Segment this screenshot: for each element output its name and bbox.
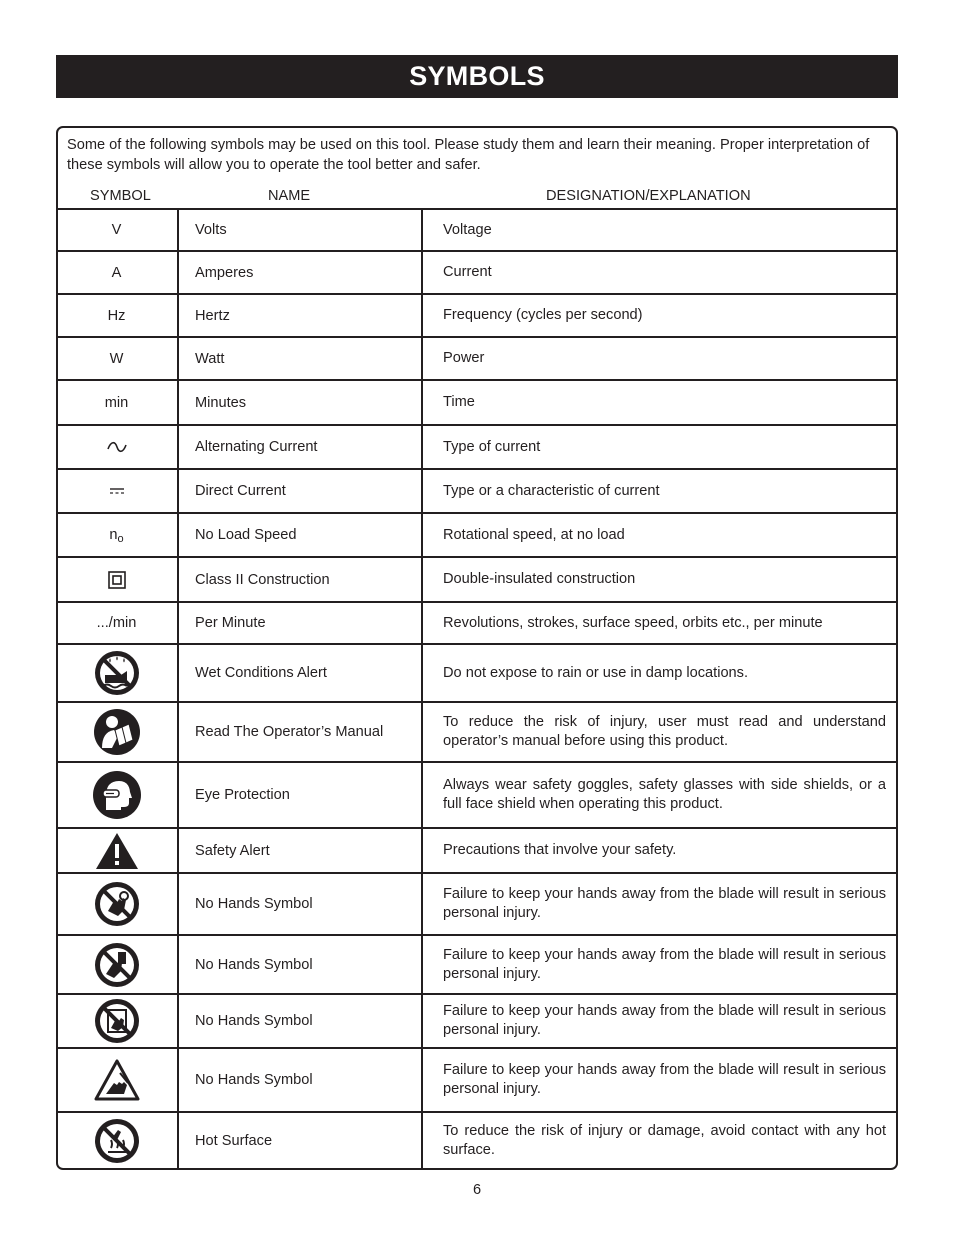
symbol-cell <box>56 936 179 993</box>
designation-cell: Double-insulated construction <box>443 571 636 587</box>
table-row <box>56 512 898 556</box>
page-title: SYMBOLS <box>56 55 898 98</box>
table-row <box>56 827 898 872</box>
symbol-cell <box>56 1113 179 1169</box>
name-cell: Direct Current <box>179 470 423 512</box>
name-cell: Amperes <box>179 252 423 293</box>
designation-cell: Voltage <box>443 221 492 238</box>
name-cell: Read The Operator’s Manual <box>179 703 423 761</box>
name-cell: No Hands Symbol <box>179 874 423 934</box>
direct-current-icon <box>109 487 125 495</box>
table-row <box>56 556 898 601</box>
table-row <box>56 1047 898 1111</box>
no-hands-icon <box>94 881 140 927</box>
symbol-cell <box>56 874 179 934</box>
symbol-cell <box>56 514 179 556</box>
column-header-designation: DESIGNATION/EXPLANATION <box>546 188 751 204</box>
designation-cell: Do not expose to rain or use in damp locations. <box>443 664 749 681</box>
safety-alert-icon <box>95 832 139 870</box>
designation-cell: Failure to keep your hands away from the blade will result in serious personal injury. <box>443 946 886 982</box>
symbol-cell <box>56 645 179 701</box>
symbol-cell <box>56 1049 179 1111</box>
name-cell: Eye Protection <box>179 763 423 827</box>
table-row <box>56 468 898 512</box>
read-manual-icon <box>93 708 141 756</box>
designation-cell: Rotational speed, at no load <box>443 526 625 543</box>
symbol-cell <box>56 558 179 601</box>
table-row <box>56 872 898 934</box>
designation-cell: Revolutions, strokes, surface speed, orbits etc., per minute <box>443 614 823 631</box>
symbol-text: n <box>109 527 118 543</box>
table-row <box>56 336 898 379</box>
designation-cell: Type of current <box>443 438 541 455</box>
intro-text: Some of the following symbols may be used on this tool. Please study them and learn their meaning. Proper interpretation of these symbols will allow you to operate the tool better and safer. <box>67 137 870 173</box>
table-row <box>56 293 898 336</box>
designation-cell: Failure to keep your hands away from the blade will result in serious personal injury. <box>443 1062 886 1097</box>
symbol-cell: Hz <box>56 295 179 336</box>
table-row <box>56 934 898 993</box>
symbol-subscript: o <box>117 533 124 545</box>
designation-cell: Power <box>443 350 485 366</box>
table-row <box>56 379 898 424</box>
table-row <box>56 993 898 1047</box>
symbol-cell: A <box>56 252 179 293</box>
designation-cell: Failure to keep your hands away from the blade will result in serious personal injury. <box>443 1003 886 1038</box>
eye-protection-icon <box>92 770 142 820</box>
name-cell: Watt <box>179 338 423 379</box>
alternating-current-icon <box>106 440 128 454</box>
no-hands-icon <box>94 998 140 1044</box>
designation-cell: Frequency (cycles per second) <box>443 307 643 323</box>
symbol-cell: .../min <box>56 603 179 643</box>
symbol-cell: V <box>56 210 179 250</box>
no-hands-icon <box>94 942 140 988</box>
name-cell: Hertz <box>179 295 423 336</box>
symbol-cell <box>56 763 179 827</box>
table-row <box>56 601 898 643</box>
name-cell: Minutes <box>179 381 423 424</box>
table-row <box>56 250 898 293</box>
name-cell: No Hands Symbol <box>179 1049 423 1111</box>
column-header-name: NAME <box>268 188 311 204</box>
name-cell: Alternating Current <box>179 426 423 468</box>
hot-surface-icon <box>94 1118 140 1164</box>
table-row <box>56 701 898 761</box>
column-header-symbol: SYMBOL <box>90 188 151 204</box>
table-row <box>56 643 898 701</box>
name-cell: Class II Construction <box>179 558 423 601</box>
name-cell: Safety Alert <box>179 829 423 872</box>
designation-cell: To reduce the risk of injury, user must read and understand operator’s manual before using this product. <box>443 714 886 749</box>
table-row <box>56 761 898 827</box>
designation-cell: Type or a characteristic of current <box>443 482 660 499</box>
designation-cell: Always wear safety goggles, safety glasses with side shields, or a full face shield when operating this product. <box>443 777 886 812</box>
symbol-cell: W <box>56 338 179 379</box>
symbol-cell <box>56 829 179 872</box>
symbol-cell <box>56 470 179 512</box>
table-row <box>56 424 898 468</box>
designation-cell: To reduce the risk of injury or damage, avoid contact with any hot surface. <box>443 1123 886 1158</box>
designation-cell: Current <box>443 264 492 280</box>
name-cell: Wet Conditions Alert <box>179 645 423 701</box>
name-cell: Hot Surface <box>179 1113 423 1169</box>
no-hands-warning-icon <box>94 1059 140 1101</box>
page-number: 6 <box>472 1182 482 1198</box>
symbol-cell: min <box>56 381 179 424</box>
name-cell: No Load Speed <box>179 514 423 556</box>
symbol-cell <box>56 703 179 761</box>
designation-cell: Precautions that involve your safety. <box>443 842 677 858</box>
table-row <box>56 208 898 250</box>
table-row <box>56 1111 898 1169</box>
class-ii-construction-icon <box>108 571 126 589</box>
symbol-cell <box>56 995 179 1047</box>
designation-cell: Time <box>443 394 475 410</box>
designation-cell: Failure to keep your hands away from the blade will result in serious personal injury. <box>443 886 886 921</box>
wet-conditions-alert-icon <box>93 649 141 697</box>
name-cell: Volts <box>179 210 423 250</box>
symbols-table <box>56 208 898 1169</box>
name-cell: No Hands Symbol <box>179 995 423 1047</box>
name-cell: Per Minute <box>179 603 423 643</box>
name-cell: No Hands Symbol <box>179 936 423 993</box>
symbol-cell <box>56 426 179 468</box>
